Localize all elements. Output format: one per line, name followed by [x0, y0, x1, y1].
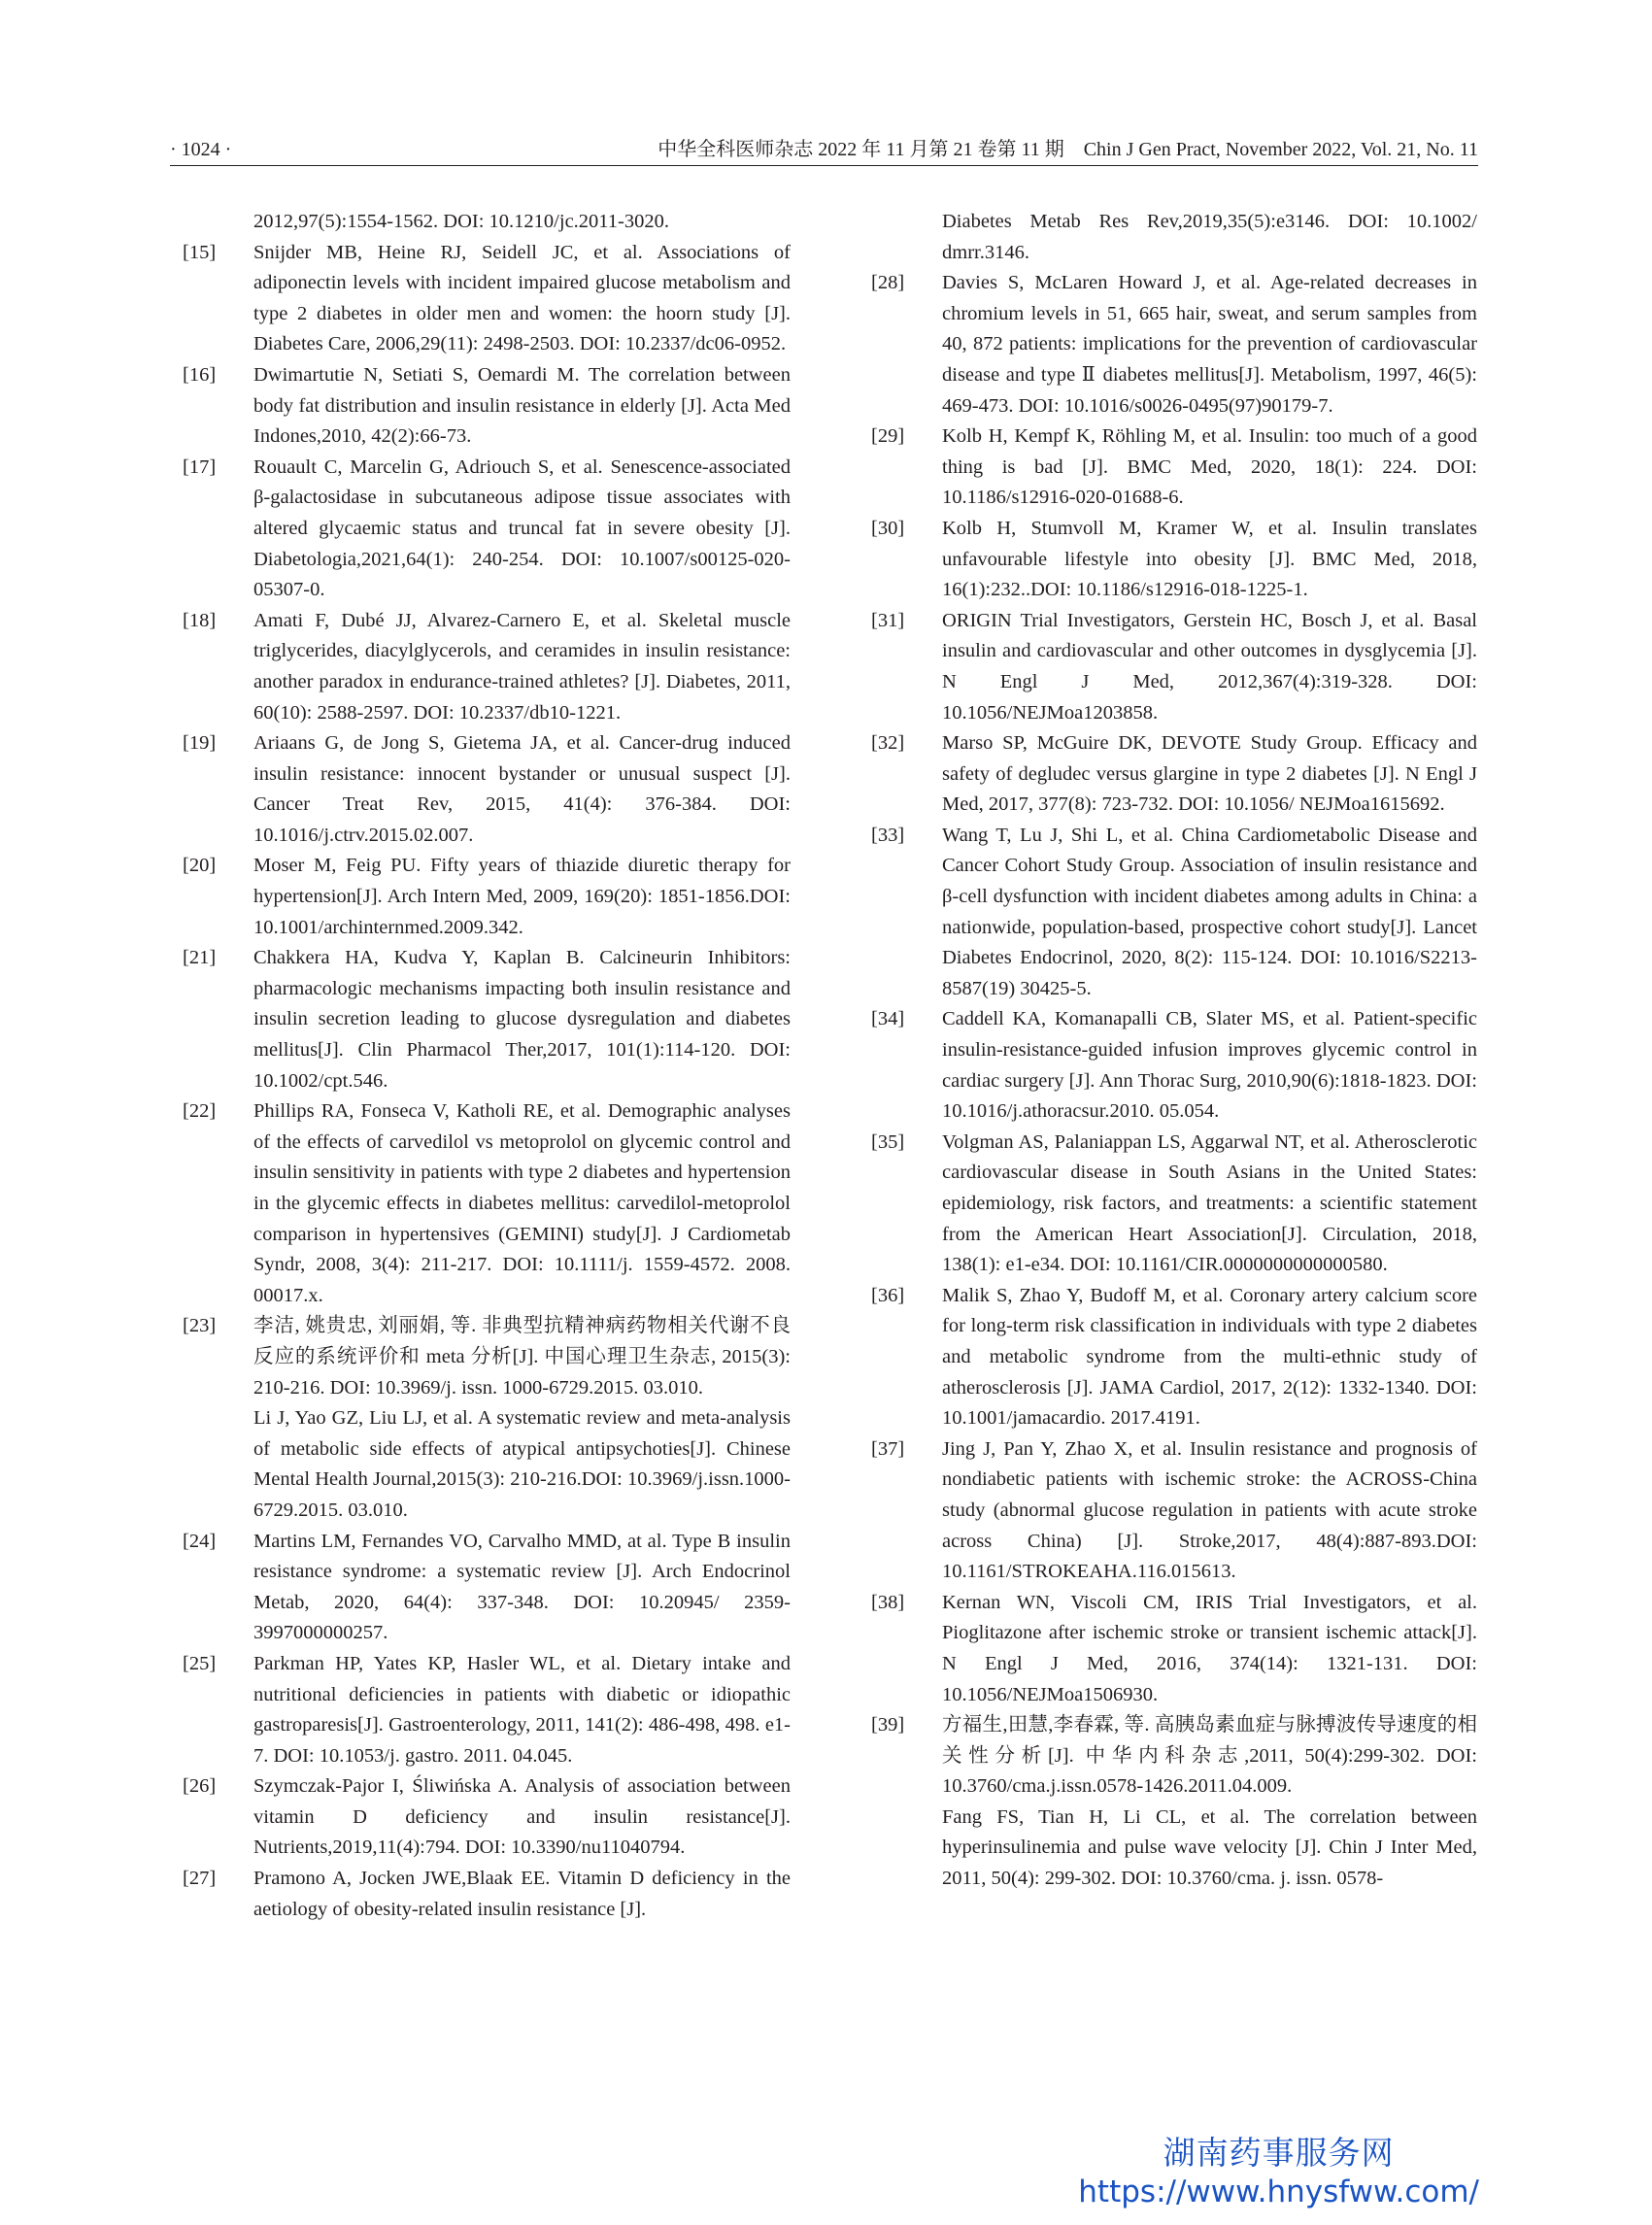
reference-entry [871, 207, 1477, 268]
watermark-url-link[interactable]: https://www.hnysfww.com/ [1078, 2174, 1479, 2209]
page-number: · 1024 · [170, 139, 232, 160]
reference-entry [183, 606, 791, 728]
reference-number: [38] [871, 1591, 905, 1613]
reference-number: [25] [183, 1652, 217, 1674]
reference-text: Snijder MB, Heine RJ, Seidell JC, et al. Associations of adiponectin levels with incident impaired glucose metabolism and type 2 diabetes in older men and women: the hoorn study [J]. Diabetes Care, 2006,29(11): 2498-2503. DOI: 10.2337/dc06-0952. [253, 241, 791, 355]
reference-number: [34] [871, 1008, 905, 1030]
reference-number: [20] [183, 855, 217, 877]
reference-number: [33] [871, 824, 905, 846]
website-watermark[interactable] [1078, 2133, 1479, 2210]
reference-entry [871, 1710, 1477, 1803]
reference-text: Li J, Yao GZ, Liu LJ, et al. A systematic review and meta-analysis of metabolic side effects of atypical antipsychoties[J]. Chinese Mental Health Journal,2015(3): 210-216.DOI: 10.3969/j.issn.1000-6729.2015. 03.010. [253, 1407, 791, 1521]
reference-entry [183, 1864, 791, 1925]
reference-number: [31] [871, 609, 905, 631]
reference-entry [183, 1771, 791, 1864]
reference-entry [183, 1403, 791, 1526]
reference-entry [871, 1803, 1477, 1895]
reference-number: [27] [183, 1868, 217, 1890]
reference-text: Jing J, Pan Y, Zhao X, et al. Insulin resistance and prognosis of nondiabetic patients with ischemic stroke: the ACROSS-China study (abnormal glucose regulation in patients with acute stroke across China) [J]. Stroke,2017, 48(4):887-893.DOI: 10.1161/STROKEAHA.116.015613. [942, 1437, 1477, 1583]
reference-text: Fang FS, Tian H, Li CL, et al. The correlation between hyperinsulinemia and pulse wave velocity [J]. Chin J Inter Med, 2011, 50(4): 299-302. DOI: 10.3760/cma. j. issn. 0578- [942, 1805, 1477, 1890]
reference-number: [17] [183, 455, 217, 478]
reference-number: [29] [871, 425, 905, 448]
reference-text: Amati F, Dubé JJ, Alvarez-Carnero E, et al. Skeletal muscle triglycerides, diacylglycerols, and ceramides in insulin resistance: another paradox in endurance-trained athletes? [J]. Diabetes, 2011, 60(10): 2588-2597. DOI: 10.2337/db10-1221. [253, 609, 791, 724]
reference-text: Davies S, McLaren Howard J, et al. Age-related decreases in chromium levels in 51, 665 hair, sweat, and serum samples from 40, 872 patients: implications for the prevention of cardiovascular disease and type Ⅱ diabetes mellitus[J]. Metabolism, 1997, 46(5): 469-473. DOI: 10.1016/s0026-0495(97)90179-7. [942, 272, 1477, 417]
reference-entry [183, 207, 791, 238]
reference-entry [183, 1649, 791, 1771]
reference-entry [871, 1588, 1477, 1710]
reference-entry [871, 1281, 1477, 1434]
watermark-title: 湖南药事服务网 [1163, 2134, 1395, 2172]
reference-number: [18] [183, 609, 217, 631]
reference-text: Moser M, Feig PU. Fifty years of thiazide diuretic therapy for hypertension[J]. Arch Intern Med, 2009, 169(20): 1851-1856.DOI: 10.1001/archinternmed.2009.342. [253, 855, 791, 938]
reference-entry [871, 728, 1477, 821]
reference-entry [183, 1311, 791, 1403]
reference-entry [183, 851, 791, 943]
reference-entry [183, 728, 791, 851]
reference-text: Wang T, Lu J, Shi L, et al. China Cardiometabolic Disease and Cancer Cohort Study Group. Association of insulin resistance and β-cell dysfunction with incident diabetes among adults in China: a nationwide, population-based, prospective cohort study[J]. Lancet Diabetes Endocrinol, 2020, 8(2): 115-124. DOI: 10.1016/S2213-8587(19) 30425-5. [942, 824, 1477, 999]
reference-number: [39] [871, 1714, 905, 1736]
reference-entry [871, 821, 1477, 1005]
reference-text: Parkman HP, Yates KP, Hasler WL, et al. Dietary intake and nutritional deficiencies in patients with diabetic or idiopathic gastroparesis[J]. Gastroenterology, 2011, 141(2): 486-498, 498. e1-7. DOI: 10.1053/j. gastro. 2011. 04.045. [253, 1652, 791, 1767]
reference-entry [871, 1128, 1477, 1281]
reference-text: Diabetes Metab Res Rev,2019,35(5):e3146. DOI: 10.1002/ dmrr.3146. [942, 211, 1477, 263]
reference-text: Martins LM, Fernandes VO, Carvalho MMD, at al. Type B insulin resistance syndrome: a systematic review [J]. Arch Endocrinol Metab, 2020, 64(4): 337-348. DOI: 10.20945/ 2359-3997000000257. [253, 1530, 791, 1644]
reference-number: [30] [871, 517, 905, 539]
reference-number: [15] [183, 241, 217, 263]
reference-text: Kolb H, Stumvoll M, Kramer W, et al. Insulin translates unfavourable lifestyle into obesity [J]. BMC Med, 2018, 16(1):232..DOI: 10.1186/s12916-018-1225-1. [942, 517, 1477, 601]
reference-text: Kernan WN, Viscoli CM, IRIS Trial Investigators, et al. Pioglitazone after ischemic stroke or transient ischemic attack[J]. N Engl J Med, 2016, 374(14): 1321-131. DOI: 10.1056/NEJMoa1506930. [942, 1591, 1477, 1705]
reference-entry [871, 514, 1477, 606]
reference-text: 2012,97(5):1554-1562. DOI: 10.1210/jc.2011-3020. [253, 211, 669, 232]
right-reference-column [871, 207, 1477, 1895]
reference-text: 方福生,田慧,李春霖, 等. 高胰岛素血症与脉搏波传导速度的相关性分析[J]. 中华内科杂志,2011, 50(4):299-302. DOI: 10.3760/cma.j.issn.0578-1426.2011.04.009. [942, 1714, 1477, 1798]
reference-number: [22] [183, 1100, 217, 1123]
reference-text: 李洁, 姚贵忠, 刘丽娟, 等. 非典型抗精神病药物相关代谢不良反应的系统评价和 meta 分析[J]. 中国心理卫生杂志, 2015(3): 210-216. DOI: 10.3969/j. issn. 1000-6729.2015. 03.010. [253, 1315, 791, 1399]
reference-text: Marso SP, McGuire DK, DEVOTE Study Group. Efficacy and safety of degludec versus glargine in type 2 diabetes [J]. N Engl J Med, 2017, 377(8): 723-732. DOI: 10.1056/ NEJMoa1615692. [942, 732, 1477, 816]
reference-number: [23] [183, 1315, 217, 1337]
reference-entry [183, 453, 791, 606]
reference-number: [28] [871, 272, 905, 294]
reference-entry [183, 1527, 791, 1649]
reference-text: Szymczak-Pajor I, Śliwińska A. Analysis of association between vitamin D deficiency and insulin resistance[J]. Nutrients,2019,11(4):794. DOI: 10.3390/nu11040794. [253, 1775, 791, 1859]
reference-number: [37] [871, 1437, 905, 1460]
reference-number: [32] [871, 732, 905, 755]
reference-number: [16] [183, 363, 217, 386]
reference-text: Pramono A, Jocken JWE,Blaak EE. Vitamin D deficiency in the aetiology of obesity-related insulin resistance [J]. [253, 1868, 791, 1920]
reference-entry [871, 1434, 1477, 1588]
reference-number: [21] [183, 947, 217, 969]
reference-entry [871, 268, 1477, 421]
reference-text: Caddell KA, Komanapalli CB, Slater MS, et al. Patient-specific insulin-resistance-guided infusion improves glycemic control in cardiac surgery [J]. Ann Thorac Surg, 2010,90(6):1818-1823. DOI: 10.1016/j.athoracsur.2010. 05.054. [942, 1008, 1477, 1123]
reference-text: Malik S, Zhao Y, Budoff M, et al. Coronary artery calcium score for long-term risk classification in individuals with type 2 diabetes and metabolic syndrome from the multi-ethnic study of atherosclerosis [J]. JAMA Cardiol, 2017, 2(12): 1332-1340. DOI: 10.1001/jamacardio. 2017.4191. [942, 1284, 1477, 1430]
reference-text: Volgman AS, Palaniappan LS, Aggarwal NT, et al. Atherosclerotic cardiovascular disease in South Asians in the United States: epidemiology, risk factors, and treatments: a scientific statement from the American Heart Association[J]. Circulation, 2018, 138(1): e1-e34. DOI: 10.1161/CIR.0000000000000580. [942, 1130, 1477, 1276]
reference-number: [19] [183, 732, 217, 755]
left-reference-column [183, 207, 791, 1925]
running-header [170, 132, 1478, 166]
reference-entry [183, 360, 791, 453]
reference-number: [26] [183, 1775, 217, 1798]
reference-number: [35] [871, 1130, 905, 1153]
reference-entry [183, 238, 791, 360]
reference-entry [871, 421, 1477, 514]
reference-entry [183, 943, 791, 1096]
reference-text: Phillips RA, Fonseca V, Katholi RE, et al. Demographic analyses of the effects of carvedilol vs metoprolol on glycemic control and insulin sensitivity in patients with type 2 diabetes and hypertension in the glycemic effects in diabetes mellitus: carvedilol-metoprolol comparison in hypertensives (GEMINI) study[J]. J Cardiometab Syndr, 2008, 3(4): 211-217. DOI: 10.1111/j. 1559-4572. 2008. 00017.x. [253, 1100, 791, 1306]
reference-entry [183, 1096, 791, 1311]
reference-text: Chakkera HA, Kudva Y, Kaplan B. Calcineurin Inhibitors: pharmacologic mechanisms impacting both insulin resistance and insulin secretion leading to glucose dysregulation and diabetes mellitus[J]. Clin Pharmacol Ther,2017, 101(1):114-120. DOI: 10.1002/cpt.546. [253, 947, 791, 1092]
reference-text: Dwimartutie N, Setiati S, Oemardi M. The correlation between body fat distribution and insulin resistance in elderly [J]. Acta Med Indones,2010, 42(2):66-73. [253, 363, 791, 448]
journal-citation: 中华全科医师杂志 2022 年 11 月第 21 卷第 11 期 Chin J Gen Pract, November 2022, Vol. 21, No. 11 [657, 139, 1478, 160]
reference-entry [871, 606, 1477, 728]
reference-text: Kolb H, Kempf K, Röhling M, et al. Insulin: too much of a good thing is bad [J]. BMC Med, 2020, 18(1): 224. DOI: 10.1186/s12916-020-01688-6. [942, 425, 1477, 509]
reference-entry [871, 1004, 1477, 1127]
reference-text: Rouault C, Marcelin G, Adriouch S, et al. Senescence-associated β-galactosidase in subcutaneous adipose tissue associates with altered glycaemic status and truncal fat in severe obesity [J]. Diabetologia,2021,64(1): 240-254. DOI: 10.1007/s00125-020-05307-0. [253, 455, 791, 601]
reference-number: [24] [183, 1530, 217, 1552]
reference-text: ORIGIN Trial Investigators, Gerstein HC, Bosch J, et al. Basal insulin and cardiovascular and other outcomes in dysglycemia [J]. N Engl J Med, 2012,367(4):319-328. DOI: 10.1056/NEJMoa1203858. [942, 609, 1477, 724]
reference-number: [36] [871, 1284, 905, 1306]
reference-text: Ariaans G, de Jong S, Gietema JA, et al. Cancer-drug induced insulin resistance: innocent bystander or unusual suspect [J]. Cancer Treat Rev, 2015, 41(4): 376-384. DOI: 10.1016/j.ctrv.2015.02.007. [253, 732, 791, 846]
